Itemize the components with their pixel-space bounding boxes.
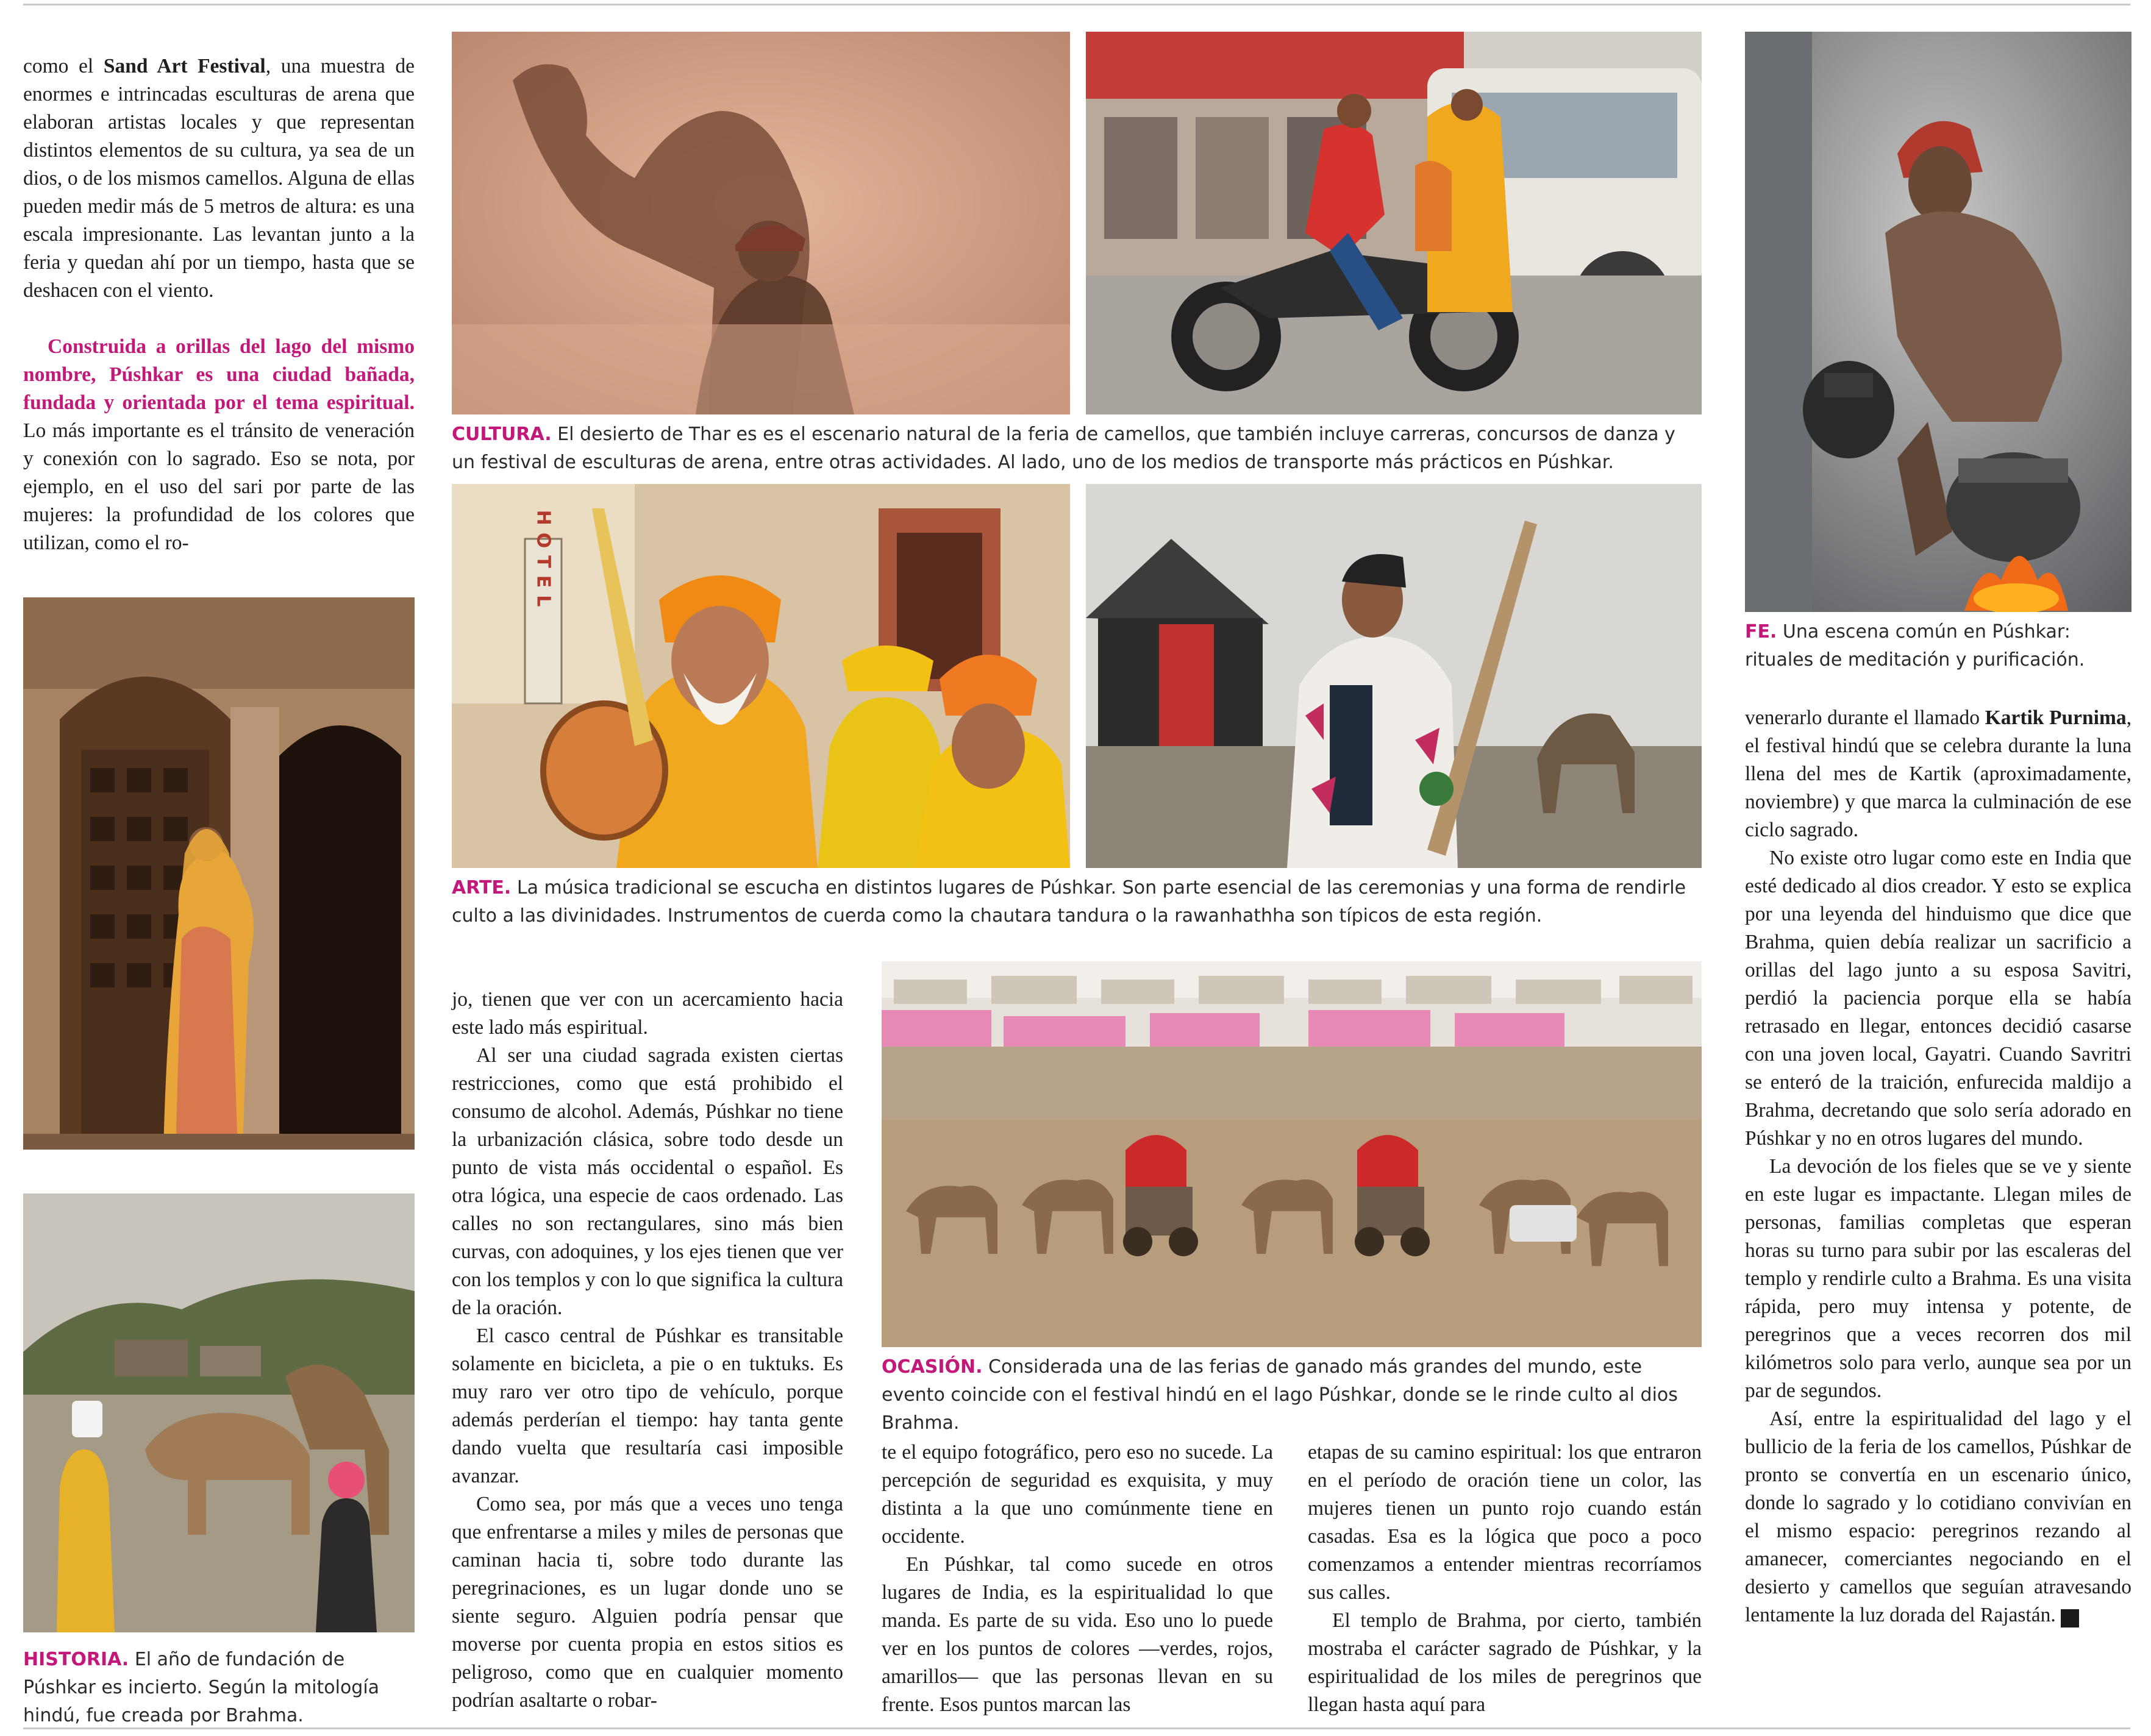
col3-paragraph: En Púshkar, tal como sucede en otros lugares de India, es la espiritualidad lo que manda. Es parte de su vida. Eso uno lo puede ver en los puntos de colores —verdes, rojos, amarillos— que las personas llevan en su frente. Esos puntos marcan las — [882, 1553, 1273, 1716]
caption-cultura: CULTURA. El desierto de Thar es es el escenario natural de la feria de camellos, que también incluye carreras, concursos de danza y un festival de esculturas de arena, entre otras actividades. Al lado, uno de los medios de transporte más prácticos en Púshkar. — [452, 424, 1675, 473]
col2-paragraph: jo, tienen que ver con un acercamiento hacia este lado más espiritual. — [452, 988, 843, 1039]
lead-highlight: Construida a orillas del lago del mismo nombre, Púshkar es una ciudad bañada, fundada y orientada por el tema espiritual. — [23, 335, 415, 414]
col5-paragraph: No existe otro lugar como este en India que esté dedicado al dios creador. Y esto se explica por una leyenda del hinduismo que dice que Brahma, quien debía realizar un sacrificio a orillas del lago junto a su esposa Savitri, perdió la paciencia porque ella se había retrasado en llegar, entonces decidió casarse con una joven local, Gayatri. Cuando Savritri se enteró de la traición, enfurecida maldijo a Brahma, decretando que solo sería adorado en Púshkar y no en otros lugares del mundo. — [1745, 847, 2131, 1150]
photo-ritual-cooking — [1745, 32, 2131, 612]
column-1-text — [23, 52, 415, 557]
photo-camel-fair — [882, 961, 1702, 1347]
col2-paragraph: El casco central de Púshkar es transitable solamente en bicicleta, a pie o en tuktuks. Es muy raro ver otro tipo de vehículo, porque además perderían el tiempo: hay tanta gente dando vuelta que resultaría casi imposible avanzar. — [452, 1325, 843, 1487]
column-4-text — [1308, 1439, 1702, 1719]
column-3-text — [882, 1439, 1273, 1719]
closing-paragraph: Así, entre la espiritualidad del lago y el bullicio de la feria de los camellos, Púshkar de pronto se convertía en un escenario único, donde lo sagrado y lo cotidiano convivían en el mismo espacio: peregrinos rezando al amanecer, comerciantes negociando en el desierto y camellos que seguían atravesando lentamente la luz dorada del Rajastán. D — [1745, 1407, 2131, 1627]
caption-historia: HISTORIA. El año de fundación de Púshkar es incierto. Según la mitología hindú, fue creada por Brahma. — [23, 1649, 380, 1726]
photo-string-player — [1086, 484, 1702, 868]
photo-women-camels — [23, 1194, 415, 1632]
col4-paragraph: El templo de Brahma, por cierto, también mostraba el carácter sagrado de Púshkar, y la espiritualidad de los miles de peregrinos que llegan hasta aquí para — [1308, 1609, 1702, 1716]
col2-paragraph: Al ser una ciudad sagrada existen ciertas restricciones, como que está prohibido el consumo de alcohol. Además, Púshkar no tiene la urbanización clásica, sobre todo desde un punto de vista más occidental o español. Es otra lógica, una especie de caos ordenado. Las calles no son rectangulares, sino más bien curvas, con adoquines, y los ejes tienen que ver con los templos y con lo que significa la cultura de la oración. — [452, 1044, 843, 1319]
col2-paragraph: Como sea, por más que a veces uno tenga que enfrentarse a miles y miles de personas que caminan hacia ti, sobre todo durante las peregrinaciones, es un lugar donde uno se siente seguro. Alguien podría pensar que moverse por cuenta propia en estos sitios es peligroso, como que en cualquier momento podrían asaltarte o robar- — [452, 1493, 843, 1712]
lead-paragraph: Construida a orillas del lago del mismo nombre, Púshkar es una ciudad bañada, fundada y orientada por el tema espiritual. Lo más importante es el tránsito de veneración y conexión con lo sagrado. Eso se nota, por ejemplo, en el uso del sari por parte de las mujeres: la profundidad de los colores que utilizan, como el ro- — [23, 335, 415, 554]
col4-paragraph: etapas de su camino espiritual: los que entraron en el período de oración tiene un color, las mujeres tienen un punto rojo cuando están casadas. Esa es la lógica que poco a poco comenzamos a entender mientras recorríamos sus calles. — [1308, 1441, 1702, 1604]
hotel-sign-text: HOTEL — [532, 510, 554, 614]
column-2-text — [452, 986, 843, 1715]
caption-arte: ARTE. La música tradicional se escucha en distintos lugares de Púshkar. Son parte esencial de las ceremonias y una forma de rendirle culto a las divinidades. Instrumentos de cuerda como la chautara tandura o la rawanhathha son típicos de esta región. — [452, 877, 1686, 927]
col3-paragraph: te el equipo fotográfico, pero eso no sucede. La percepción de seguridad es exquisita, y muy distinta a la que uno comúnmente tiene en occidente. — [882, 1441, 1273, 1548]
kartik-paragraph: venerarlo durante el llamado Kartik Purnima, el festival hindú que se celebra durante la luna llena del mes de Kartik (aproximadamente, noviembre) y que marca la culminación de ese ciclo sagrado. — [1745, 706, 2131, 841]
photo-woman-doorway — [23, 597, 415, 1150]
photo-motorcycle — [1086, 32, 1702, 414]
photo-camel-dust — [452, 32, 1070, 414]
top-rule — [23, 4, 2130, 5]
caption-ocasion: OCASIÓN. Considerada una de las ferias de ganado más grandes del mundo, este evento coincide con el festival hindú en el lago Púshkar, donde se le rinde culto al dios Brahma. — [882, 1356, 1678, 1434]
col5-paragraph: La devoción de los fieles que se ve y siente en este lugar es impactante. Llegan miles de personas, familias completas que esperan horas su turno para subir por las escaleras del templo y rendirle culto a Brahma. Es una visita rápida, pero muy intensa y potente, de peregrinos que a veces recorren dos mil kilómetros solo para verlo, aunque sea por un par de segundos. — [1745, 1155, 2131, 1402]
column-5-text — [1745, 704, 2131, 1629]
intro-paragraph: como el Sand Art Festival, una muestra de enormes e intrincadas esculturas de arena que elaboran artistas locales y que representan distintos elementos de su cultura, ya sea de un dios, o de los mismos camellos. Alguna de ellas pueden medir más de 5 metros de altura: es una escala impresionante. Las levantan junto a la feria y quedan ahí por un tiempo, hasta que se deshacen con el viento. — [23, 55, 415, 302]
hotel-sign — [525, 510, 562, 703]
end-mark-icon: D — [2061, 1609, 2079, 1628]
caption-fe: FE. Una escena común en Púshkar: rituales de meditación y purificación. — [1745, 621, 2085, 671]
photo-musicians — [452, 484, 1070, 868]
